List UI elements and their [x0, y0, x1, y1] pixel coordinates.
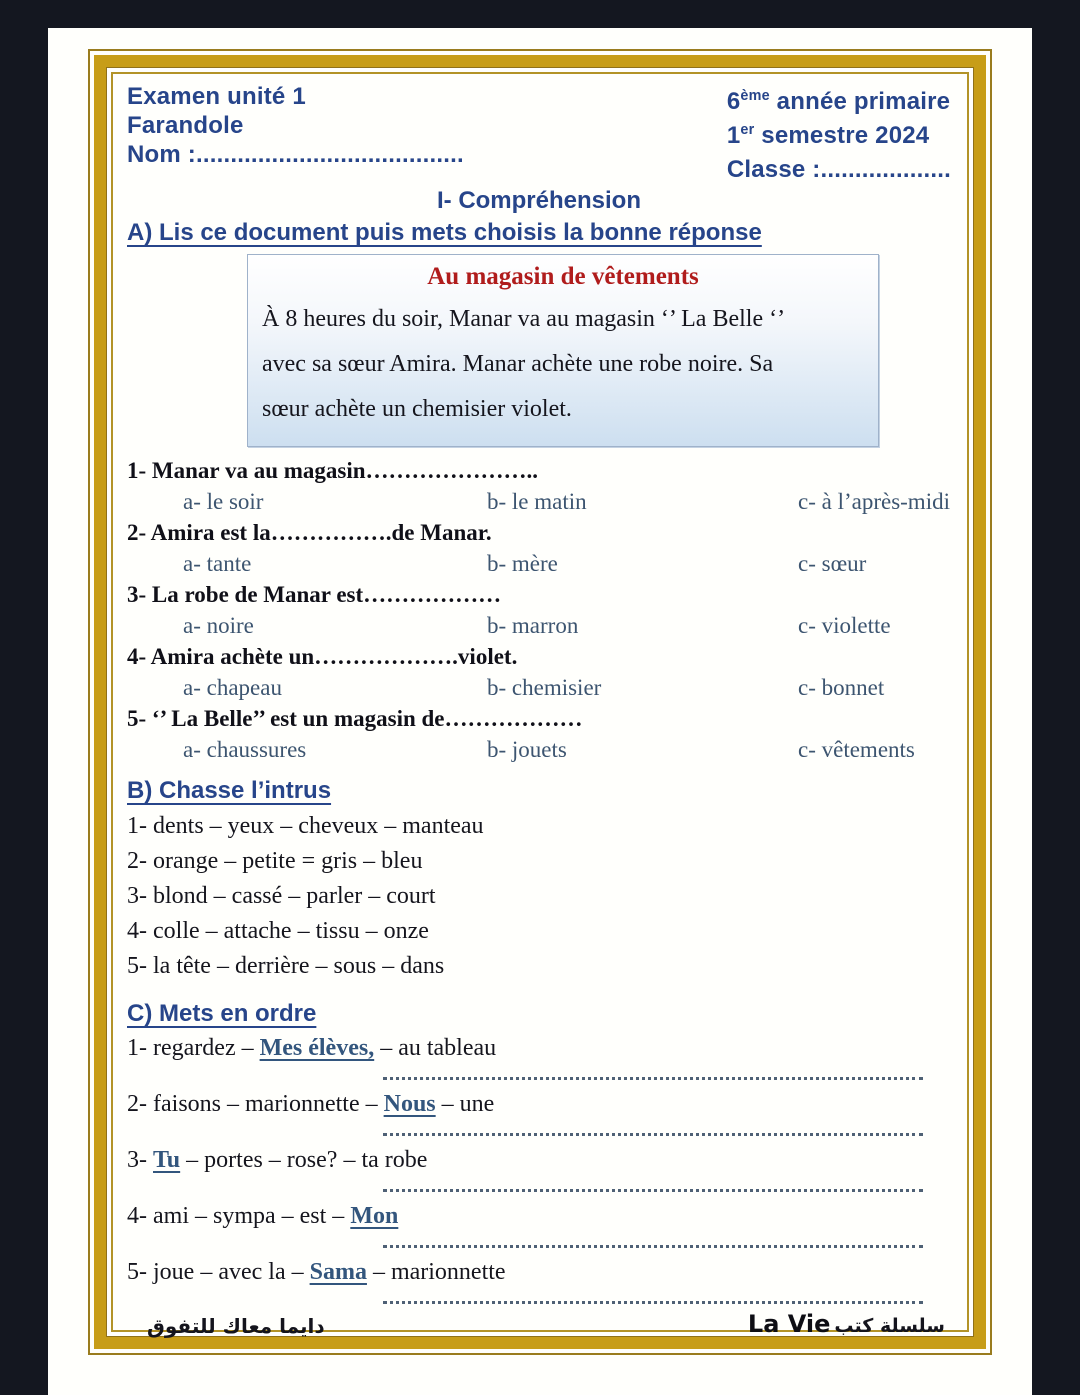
key-word: Tu	[153, 1147, 181, 1173]
gold-band	[94, 55, 986, 1349]
option-b: b- chemisier	[487, 675, 602, 700]
intruder-item-3: 3- blond – cassé – parler – court	[127, 883, 436, 909]
option-a: a- noire	[183, 613, 254, 638]
key-word: Sama	[309, 1259, 367, 1285]
order-item-3: 3- Tu – portes – rose? – ta robe	[127, 1147, 428, 1173]
question-5: 5- ‘’ La Belle’’ est un magasin de………………	[127, 706, 583, 731]
name-field: Nom :.......................................	[127, 141, 464, 168]
question-3: 3- La robe de Manar est………………	[127, 582, 502, 607]
header-left	[127, 82, 464, 184]
option-b: b- jouets	[487, 737, 567, 762]
key-word: Mes élèves,	[259, 1035, 375, 1061]
question-2-options	[127, 548, 951, 579]
passage-title: Au magasin de vêtements	[427, 263, 699, 290]
option-a: a- chapeau	[183, 675, 282, 700]
answer-line-2	[383, 1133, 923, 1136]
answer-line-4	[383, 1245, 923, 1248]
answer-line-1	[383, 1077, 923, 1080]
exam-title: Examen unité 1	[127, 83, 306, 110]
reading-passage-box	[247, 254, 879, 447]
brand-la-vie: La Vie	[747, 1310, 831, 1338]
question-1: 1- Manar va au magasin…………………..	[127, 458, 539, 483]
option-b: b- marron	[487, 613, 579, 638]
option-a: a- tante	[183, 551, 252, 576]
option-c: c- sœur	[798, 551, 867, 576]
class-field: Classe :...................	[726, 156, 951, 183]
book-name: Farandole	[127, 112, 244, 139]
option-c: c- bonnet	[798, 675, 885, 700]
intruder-item-1: 1- dents – yeux – cheveux – manteau	[127, 813, 484, 839]
option-c: c- à l’après-midi	[798, 489, 950, 514]
passage-line: avec sa sœur Amira. Manar achète une robe noire. Sa	[262, 351, 774, 377]
section-a-heading: A) Lis ce document puis mets choisis la bonne réponse	[127, 219, 762, 246]
header-right	[727, 82, 951, 184]
exam-header	[127, 82, 951, 184]
section-b-heading: B) Chasse l’intrus	[127, 777, 332, 804]
grade-level: 6ème année primaire	[726, 88, 951, 115]
gold-inner-frame	[111, 72, 969, 1338]
intruder-item-4: 4- colle – attache – tissu – onze	[127, 918, 429, 944]
intruder-item-5: 5- la tête – derrière – sous – dans	[127, 953, 445, 979]
question-2: 2- Amira est la…………….de Manar.	[127, 520, 492, 545]
question-3-options	[127, 610, 951, 641]
answer-line-5	[383, 1301, 923, 1304]
passage-line: À 8 heures du soir, Manar va au magasin ‘’ La Belle ‘’	[262, 306, 786, 332]
order-item-5: 5- joue – avec la – Sama – marionnette	[127, 1259, 506, 1285]
question-1-options	[127, 486, 951, 517]
passage-line: sœur achète un chemisier violet.	[262, 396, 572, 422]
question-5-options	[127, 734, 951, 765]
option-c: c- vêtements	[798, 737, 915, 762]
key-word: Mon	[350, 1203, 399, 1229]
option-c: c- violette	[798, 613, 891, 638]
semester: 1er semestre 2024	[726, 122, 930, 149]
order-item-1: 1- regardez – Mes élèves, – au tableau	[127, 1035, 497, 1061]
gold-outer-frame	[88, 49, 992, 1355]
footer-motto-arabic: دايما معاك للتفوق	[147, 1314, 325, 1338]
question-4-options	[127, 672, 951, 703]
answer-line-3	[383, 1189, 923, 1192]
option-a: a- le soir	[183, 489, 264, 514]
option-a: a- chaussures	[183, 737, 307, 762]
order-item-4: 4- ami – sympa – est – Mon	[127, 1203, 399, 1229]
part-title: I- Compréhension	[436, 187, 641, 214]
footer-series	[748, 1310, 945, 1338]
key-word: Nous	[383, 1091, 436, 1117]
option-b: b- le matin	[487, 489, 587, 514]
section-c-heading: C) Mets en ordre	[127, 1000, 317, 1027]
intruder-item-2: 2- orange – petite = gris – bleu	[127, 848, 423, 874]
question-4: 4- Amira achète un……………….violet.	[127, 644, 518, 669]
order-item-2: 2- faisons – marionnette – Nous – une	[127, 1091, 495, 1117]
exam-sheet	[48, 28, 1032, 1395]
series-label-arabic: سلسلة كتب	[834, 1315, 945, 1337]
page-footer	[127, 1310, 951, 1342]
option-b: b- mère	[487, 551, 558, 576]
